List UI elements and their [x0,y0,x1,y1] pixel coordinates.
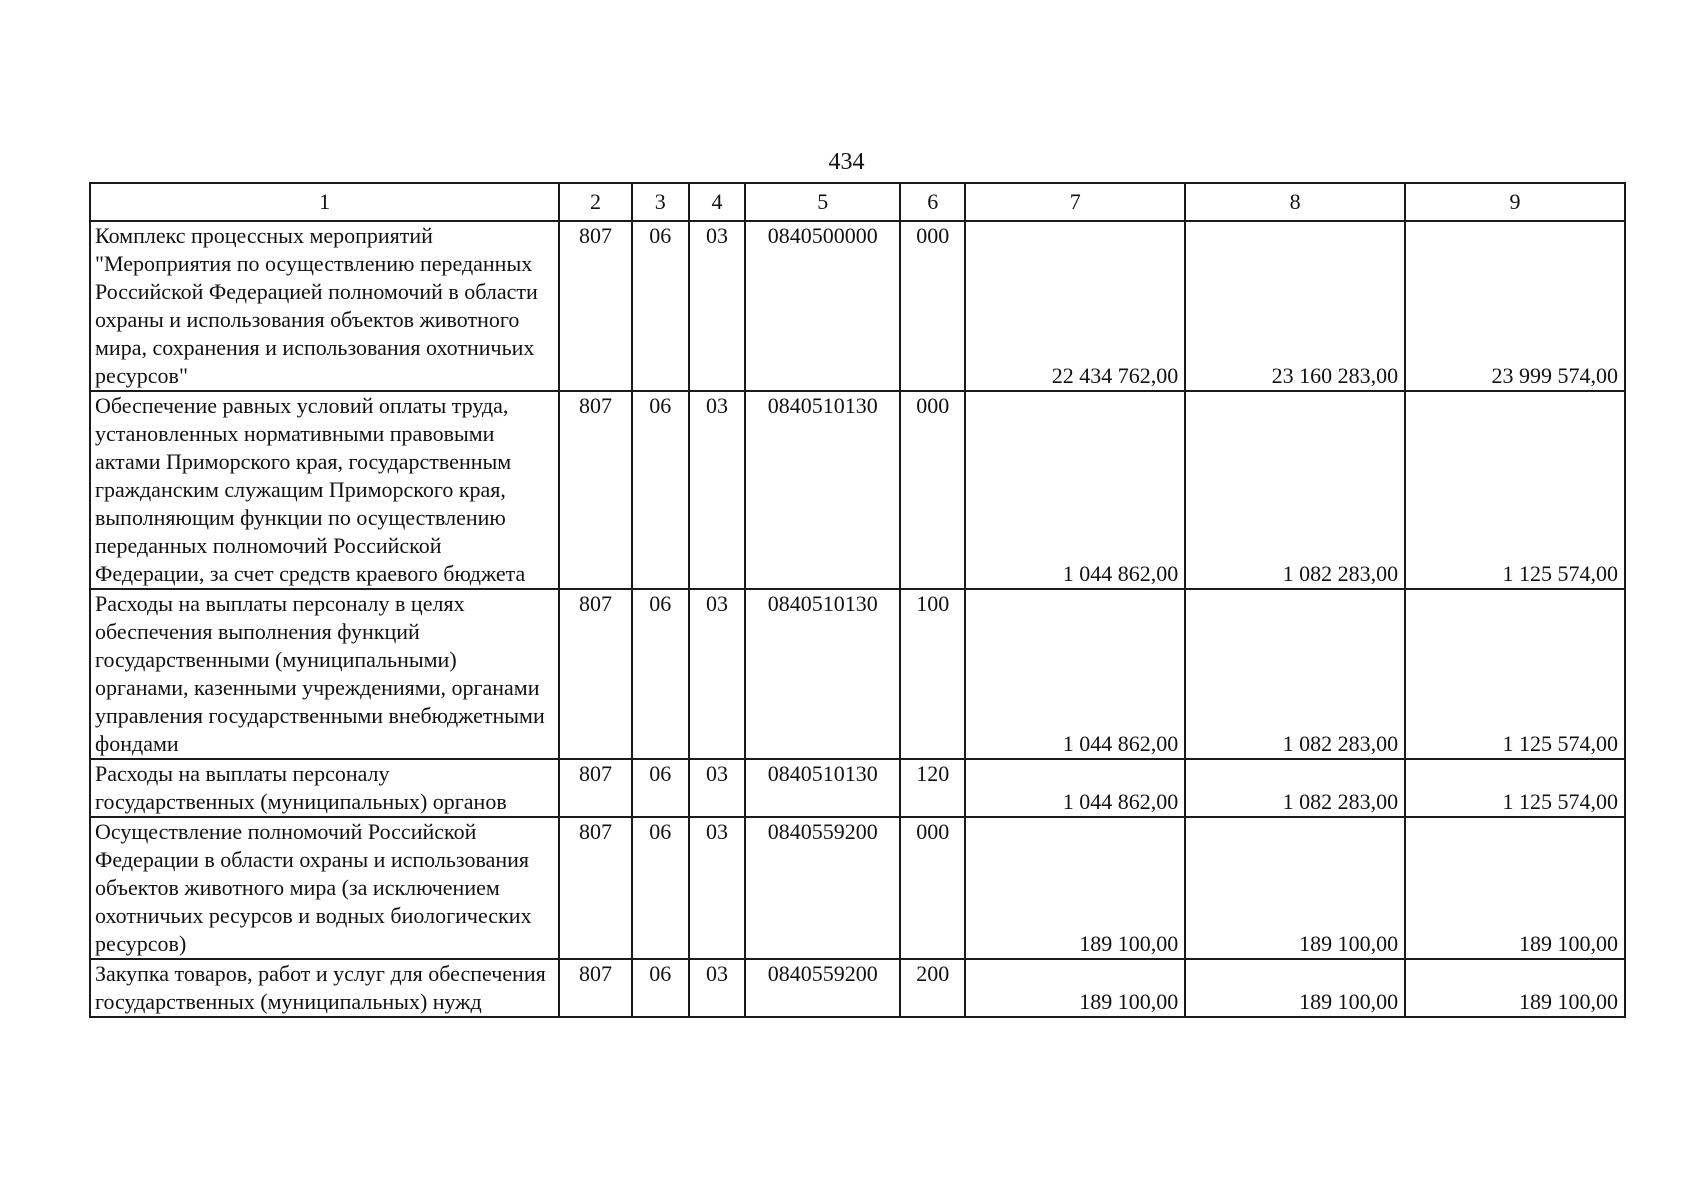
cell-target-article: 0840510130 [745,589,900,759]
cell-target-article: 0840510130 [745,391,900,589]
cell-expense-type: 100 [900,589,965,759]
column-header: 1 [90,183,559,221]
table-row [90,391,1625,589]
cell-amount-col7: 189 100,00 [965,817,1185,959]
cell-amount-col9: 1 125 574,00 [1405,759,1625,817]
cell-section-code: 06 [632,589,689,759]
table-row [90,589,1625,759]
table-row [90,221,1625,391]
cell-target-article: 0840559200 [745,959,900,1017]
cell-amount-col8: 189 100,00 [1185,817,1405,959]
cell-amount-col8: 1 082 283,00 [1185,391,1405,589]
cell-subsection-code: 03 [689,959,746,1017]
cell-amount-col8: 23 160 283,00 [1185,221,1405,391]
page-number: 434 [828,149,865,175]
cell-ministry-code: 807 [559,959,632,1017]
row-description: Обеспечение равных условий оплаты труда, установленных нормативными правовыми актами Приморского края, государственным гражданским служащим Приморского края, выполняющим функции по осуществлению переданных полномочий Российской Федерации, за счет средств краевого бюджета [90,391,559,589]
column-header: 6 [900,183,965,221]
column-header: 8 [1185,183,1405,221]
cell-subsection-code: 03 [689,589,746,759]
cell-subsection-code: 03 [689,391,746,589]
table-row [90,759,1625,817]
column-header: 3 [632,183,689,221]
cell-amount-col9: 1 125 574,00 [1405,589,1625,759]
cell-amount-col9: 189 100,00 [1405,817,1625,959]
budget-table [89,182,1626,1018]
cell-ministry-code: 807 [559,391,632,589]
cell-expense-type: 000 [900,817,965,959]
row-description: Расходы на выплаты персоналу государственных (муниципальных) органов [90,759,559,817]
cell-amount-col7: 22 434 762,00 [965,221,1185,391]
cell-amount-col9: 23 999 574,00 [1405,221,1625,391]
cell-expense-type: 200 [900,959,965,1017]
cell-section-code: 06 [632,959,689,1017]
cell-target-article: 0840559200 [745,817,900,959]
table-row [90,817,1625,959]
row-description: Расходы на выплаты персоналу в целях обеспечения выполнения функций государственными (муниципальными) органами, казенными учреждениями, органами управления государственными внебюджетными фондами [90,589,559,759]
cell-section-code: 06 [632,759,689,817]
cell-amount-col7: 1 044 862,00 [965,589,1185,759]
cell-subsection-code: 03 [689,221,746,391]
column-header: 7 [965,183,1185,221]
cell-section-code: 06 [632,391,689,589]
row-description: Закупка товаров, работ и услуг для обеспечения государственных (муниципальных) нужд [90,959,559,1017]
cell-subsection-code: 03 [689,817,746,959]
cell-expense-type: 000 [900,221,965,391]
cell-subsection-code: 03 [689,759,746,817]
cell-ministry-code: 807 [559,817,632,959]
row-description: Осуществление полномочий Российской Федерации в области охраны и использования объектов животного мира (за исключением охотничьих ресурсов и водных биологических ресурсов) [90,817,559,959]
cell-ministry-code: 807 [559,589,632,759]
column-header: 2 [559,183,632,221]
cell-amount-col9: 1 125 574,00 [1405,391,1625,589]
cell-amount-col8: 1 082 283,00 [1185,589,1405,759]
cell-target-article: 0840510130 [745,759,900,817]
cell-section-code: 06 [632,221,689,391]
cell-ministry-code: 807 [559,221,632,391]
table-header-row [90,183,1625,221]
cell-amount-col7: 1 044 862,00 [965,391,1185,589]
column-header: 4 [689,183,746,221]
cell-amount-col8: 189 100,00 [1185,959,1405,1017]
table-row [90,959,1625,1017]
cell-expense-type: 120 [900,759,965,817]
cell-amount-col7: 189 100,00 [965,959,1185,1017]
cell-expense-type: 000 [900,391,965,589]
cell-target-article: 0840500000 [745,221,900,391]
cell-amount-col9: 189 100,00 [1405,959,1625,1017]
cell-amount-col8: 1 082 283,00 [1185,759,1405,817]
column-header: 9 [1405,183,1625,221]
cell-section-code: 06 [632,817,689,959]
cell-amount-col7: 1 044 862,00 [965,759,1185,817]
cell-ministry-code: 807 [559,759,632,817]
row-description: Комплекс процессных мероприятий "Мероприятия по осуществлению переданных Российской Федерацией полномочий в области охраны и использования объектов животного мира, сохранения и использования охотничьих ресурсов" [90,221,559,391]
column-header: 5 [745,183,900,221]
